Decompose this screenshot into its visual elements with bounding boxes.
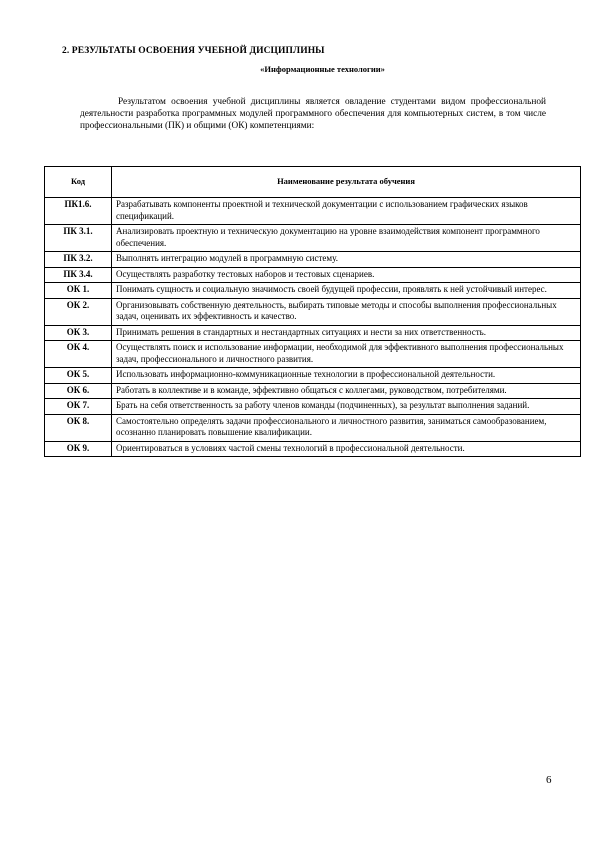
table-row (45, 225, 581, 252)
competency-code: ОК 6. (45, 383, 112, 399)
competency-text: Осуществлять разработку тестовых наборов и тестовых сценариев. (112, 267, 581, 283)
competency-code: ОК 9. (45, 441, 112, 457)
competency-code: ОК 5. (45, 368, 112, 384)
competency-text: Ориентироваться в условиях частой смены технологий в профессиональной деятельности. (112, 441, 581, 457)
competency-text: Анализировать проектную и техническую документацию на уровне взаимодействия компонент программного обеспечения. (112, 225, 581, 252)
competency-code: ОК 4. (45, 341, 112, 368)
competency-code: ОК 7. (45, 399, 112, 415)
competency-code: ПК 3.4. (45, 267, 112, 283)
competency-code: ОК 1. (45, 283, 112, 299)
competency-code: ОК 2. (45, 298, 112, 325)
header-result: Наименование результата обучения (112, 167, 581, 198)
table-row (45, 252, 581, 268)
competency-text: Самостоятельно определять задачи профессионального и личностного развития, заниматься самообразованием, осознанно планировать повышение квалификации. (112, 414, 581, 441)
table-header-row (45, 167, 581, 198)
table-row (45, 441, 581, 457)
table-row (45, 198, 581, 225)
intro-paragraph: Результатом освоения учебной дисциплины является овладение студентами видом профессиональной деятельности разработка программных модулей программного обеспечения для компьютерных систем, в том числе профессиональными (ПК) и общими (ОК) компетенциями: (80, 97, 546, 131)
competency-text: Разрабатывать компоненты проектной и технической документации с использованием графических языков спецификаций. (112, 198, 581, 225)
competency-code: ПК 3.2. (45, 252, 112, 268)
competency-code: ОК 3. (45, 325, 112, 341)
competency-text: Организовывать собственную деятельность, выбирать типовые методы и способы выполнения профессиональных задач, оценивать их эффективность и качество. (112, 298, 581, 325)
competency-text: Принимать решения в стандартных и нестандартных ситуациях и нести за них ответственность. (112, 325, 581, 341)
table-row (45, 325, 581, 341)
competencies-table (44, 166, 581, 457)
competency-text: Осуществлять поиск и использование информации, необходимой для эффективного выполнения профессиональных задач, профессионального и личностного развития. (112, 341, 581, 368)
competency-text: Брать на себя ответственность за работу членов команды (подчиненных), за результат выполнения заданий. (112, 399, 581, 415)
section-heading: 2. РЕЗУЛЬТАТЫ ОСВОЕНИЯ УЧЕБНОЙ ДИСЦИПЛИНЫ (62, 46, 325, 56)
competency-text: Выполнять интеграцию модулей в программную систему. (112, 252, 581, 268)
competency-text: Использовать информационно-коммуникационные технологии в профессиональной деятельности. (112, 368, 581, 384)
competency-code: ПК1.6. (45, 198, 112, 225)
table-row (45, 414, 581, 441)
competency-code: ПК 3.1. (45, 225, 112, 252)
table-row (45, 283, 581, 299)
table-row (45, 368, 581, 384)
discipline-title: «Информационные технологии» (260, 64, 385, 74)
competency-text: Работать в коллективе и в команде, эффективно общаться с коллегами, руководством, потребителями. (112, 383, 581, 399)
page-number: 6 (546, 774, 552, 786)
competency-code: ОК 8. (45, 414, 112, 441)
table-row (45, 341, 581, 368)
table-row (45, 298, 581, 325)
table-row (45, 399, 581, 415)
competency-text: Понимать сущность и социальную значимость своей будущей профессии, проявлять к ней устойчивый интерес. (112, 283, 581, 299)
table-row (45, 383, 581, 399)
header-code: Код (45, 167, 112, 198)
table-row (45, 267, 581, 283)
